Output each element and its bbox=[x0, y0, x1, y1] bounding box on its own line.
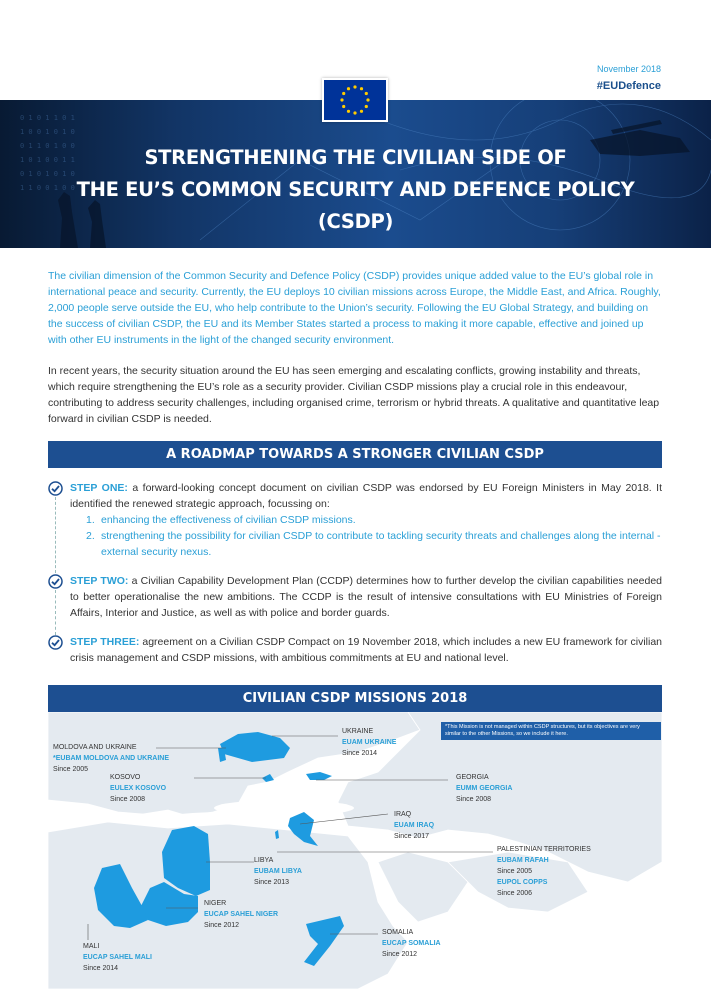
svg-text:0 1 0 1 0 1 0: 0 1 0 1 0 1 0 bbox=[20, 170, 75, 178]
step-three-lead: STEP THREE: bbox=[70, 636, 140, 648]
mission-label-moldova-ukraine: MOLDOVA AND UKRAINE *EUBAM MOLDOVA AND UKRAINE Since 2005 bbox=[53, 744, 170, 773]
mission-label-ukraine: UKRAINE EUAM UKRAINE Since 2014 bbox=[342, 728, 397, 757]
svg-text:0 1 0 1 1 0 1: 0 1 0 1 1 0 1 bbox=[20, 114, 75, 122]
context-paragraph: In recent years, the security situation around the EU has seen emerging and escalating conflicts, growing instability and threats, which require strengthening the EU’s role as a security provider. Civilian CSDP missions play a crucial role in this endeavour, contributing to address security challenges, including organised crime, terrorism or hybrid threats. A qualitative and quantitative leap forward in civilian CSDP is needed. bbox=[48, 365, 660, 425]
step-three-body: agreement on a Civilian CSDP Compact on 19 November 2018, which includes a new EU framework for civilian crisis management and CSDP missions, with ambitious commitments at EU and national level. bbox=[70, 636, 663, 664]
svg-text:0 1 1 0 1 0 0: 0 1 1 0 1 0 0 bbox=[20, 142, 75, 150]
step-two-body: a Civilian Capability Development Plan (CCDP) determines how to further develop the civilian capabilities needed to better operationalise the new ambitions. The CCDP is the result of intensive consultations with EU Ministries of Foreign Affairs, Interior and Justice, as well as with police and border guards. bbox=[70, 575, 662, 619]
title-line-1: STRENGTHENING THE CIVILIAN SIDE OF bbox=[144, 146, 567, 169]
mission-label-iraq: IRAQ EUAM IRAQ Since 2017 bbox=[394, 811, 435, 840]
step-one-text bbox=[70, 480, 662, 512]
step-three-text bbox=[70, 634, 662, 666]
title-line-3: (CSDP) bbox=[317, 210, 394, 233]
check-circle-icon bbox=[48, 574, 63, 589]
publication-date: November 2018 bbox=[596, 64, 661, 74]
check-circle-icon bbox=[48, 635, 63, 650]
list-item: 1. enhancing the effectiveness of civilian CSDP missions. bbox=[86, 514, 356, 526]
list-item: 2. strengthening the possibility for civilian CSDP to contribute to tackling security threats and challenges along the internal - external security nexus. bbox=[86, 530, 661, 558]
mission-label-palestinian-territories: PALESTINIAN TERRITORIES EUBAM RAFAH Since 2005 EUPOL COPPS Since 2006 bbox=[497, 846, 591, 897]
step-one-body: a forward-looking concept document on civilian CSDP was endorsed by EU Foreign Ministers in May 2018. It identified the renewed strategic approach, focussing on: bbox=[70, 482, 662, 510]
title-line-2: THE EU’S COMMON SECURITY AND DEFENCE POLICY bbox=[76, 178, 635, 201]
document-meta bbox=[597, 64, 661, 92]
mission-label-georgia: GEORGIA EUMM GEORGIA Since 2008 bbox=[456, 774, 513, 803]
svg-text:1 0 0 1 0 1 0: 1 0 0 1 0 1 0 bbox=[20, 128, 75, 136]
mission-footnote: *This Mission is not managed within CSDP structures, but its objectives are very similar to the other Missions, so we include it here. bbox=[441, 722, 661, 740]
mission-label-somalia: SOMALIA EUCAP SOMALIA Since 2012 bbox=[382, 929, 441, 958]
missions-map bbox=[48, 712, 662, 989]
mission-label-mali: MALI EUCAP SAHEL MALI Since 2014 bbox=[83, 943, 152, 972]
mission-label-kosovo: KOSOVO EULEX KOSOVO Since 2008 bbox=[110, 774, 167, 803]
step-three bbox=[48, 634, 662, 666]
missions-heading: CIVILIAN CSDP MISSIONS 2018 bbox=[48, 685, 662, 712]
eu-flag-icon bbox=[322, 78, 388, 122]
mission-label-niger: NIGER EUCAP SAHEL NIGER Since 2012 bbox=[204, 900, 279, 929]
focus-list bbox=[86, 512, 662, 560]
step-one-lead: STEP ONE: bbox=[70, 482, 128, 494]
step-two bbox=[48, 573, 662, 621]
check-circle-icon bbox=[48, 481, 63, 496]
step-one bbox=[48, 480, 662, 560]
timeline-connector bbox=[55, 497, 56, 573]
intro-paragraph: The civilian dimension of the Common Security and Defence Policy (CSDP) provides unique added value to the EU’s global role in international peace and security. Currently, the EU deploys 10 civilian missions across Europe, the Middle East, and Africa. Roughly, 2,000 people serve outside the EU, who help contribute to the Union’s security. Following the EU Global Strategy, and building on the success of civilian CSDP, the EU and its Member States started a process to making it more capable, effective and joined up with other EU instruments in the light of the changed security environment. bbox=[48, 270, 661, 346]
mission-label-libya: LIBYA EUBAM LIBYA Since 2013 bbox=[254, 857, 302, 886]
step-two-text bbox=[70, 573, 662, 621]
svg-text:1 0 1 0 0 1 1: 1 0 1 0 0 1 1 bbox=[20, 156, 75, 164]
roadmap-heading: A ROADMAP TOWARDS A STRONGER CIVILIAN CSDP bbox=[48, 441, 662, 468]
page-title bbox=[0, 142, 711, 238]
timeline-connector bbox=[55, 590, 56, 635]
hashtag: #EUDefence bbox=[596, 80, 661, 92]
svg-text:1 1 0 0 1 0 0: 1 1 0 0 1 0 0 bbox=[20, 184, 75, 192]
step-two-lead: STEP TWO: bbox=[70, 575, 129, 587]
